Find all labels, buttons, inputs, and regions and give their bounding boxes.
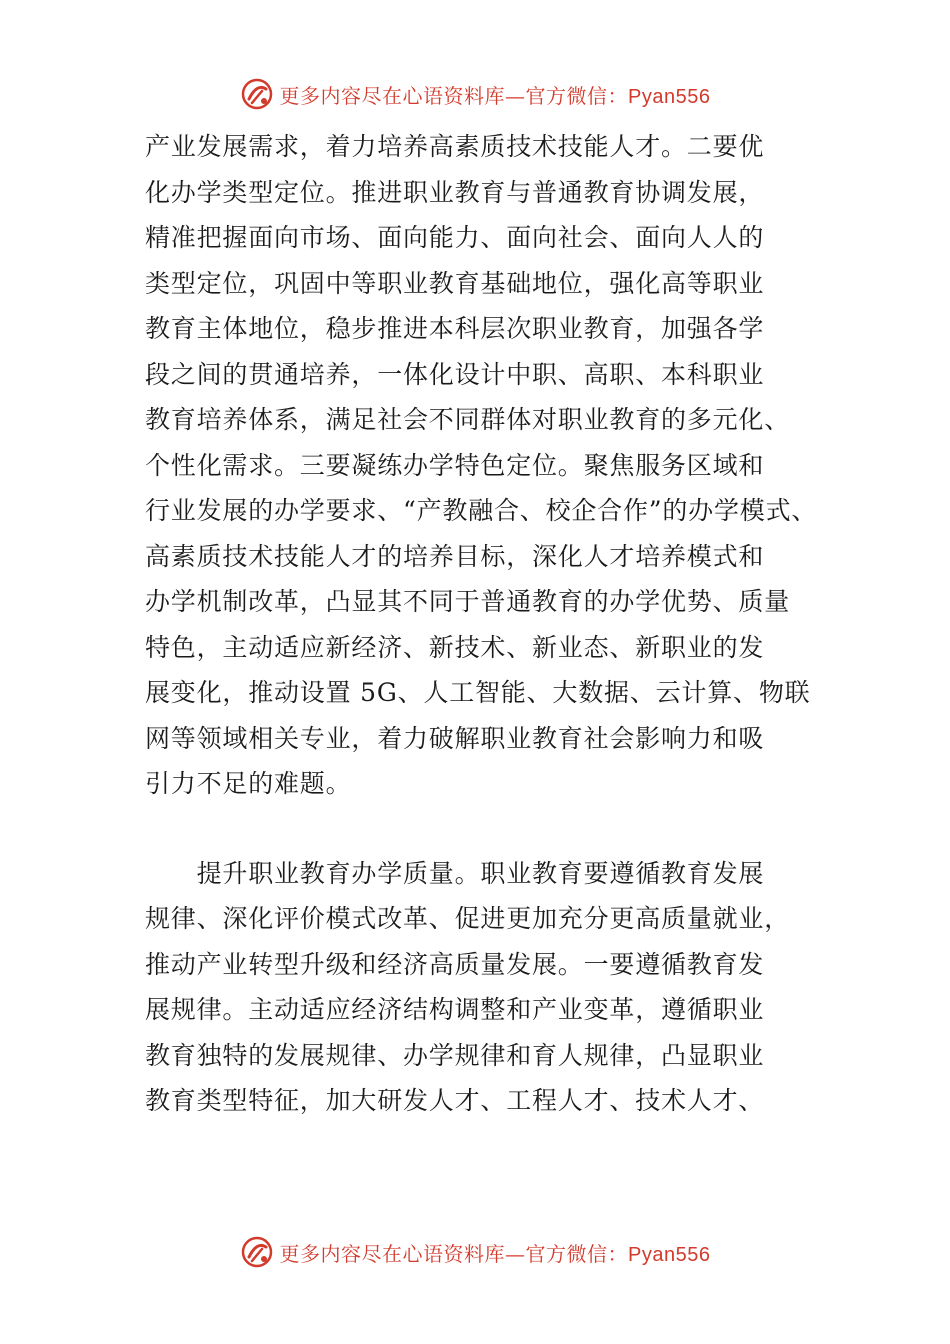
seal-logo-icon bbox=[240, 1235, 274, 1269]
text-line: 特色，主动适应新经济、新技术、新业态、新职业的发 bbox=[145, 632, 765, 662]
paragraph-2 bbox=[145, 851, 865, 1124]
text-line: 段之间的贯通培养，一体化设计中职、高职、本科职业 bbox=[145, 359, 765, 389]
text-line: 教育独特的发展规律、办学规律和育人规律，凸显职业 bbox=[145, 1040, 765, 1070]
text-line: 高素质技术技能人才的培养目标，深化人才培养模式和 bbox=[145, 541, 765, 571]
text-line: 教育类型特征，加大研发人才、工程人才、技术人才、 bbox=[145, 1086, 765, 1115]
text-line: 引力不足的难题。 bbox=[145, 769, 352, 798]
footer-banner-text: 更多内容尽在心语资料库—官方微信：Pyan556 bbox=[279, 1241, 711, 1266]
header-banner bbox=[0, 74, 950, 114]
footer-banner bbox=[0, 1232, 950, 1272]
text-line: 办学机制改革，凸显其不同于普通教育的办学优势、质量 bbox=[145, 587, 791, 616]
text-line: 展规律。主动适应经济结构调整和产业变革，遵循职业 bbox=[145, 995, 765, 1024]
text-line: 展变化，推动设置 5G、人工智能、大数据、云计算、物联 bbox=[145, 678, 811, 707]
text-line: 规律、深化评价模式改革、促进更加充分更高质量就业， bbox=[145, 904, 791, 933]
document-body bbox=[145, 124, 865, 1124]
text-line: 网等领域相关专业，着力破解职业教育社会影响力和吸 bbox=[145, 723, 765, 753]
text-line: 个性化需求。三要凝练办学特色定位。聚焦服务区域和 bbox=[145, 450, 765, 480]
footer-wechat-id: Pyan556 bbox=[628, 1243, 711, 1266]
paragraph-1 bbox=[145, 124, 865, 807]
text-line: 精准把握面向市场、面向能力、面向社会、面向人人的 bbox=[145, 223, 765, 252]
text-line: 产业发展需求，着力培养高素质技术技能人才。二要优 bbox=[145, 132, 765, 161]
text-line: 化办学类型定位。推进职业教育与普通教育协调发展， bbox=[145, 177, 765, 207]
header-wechat-id: Pyan556 bbox=[628, 85, 711, 108]
text-line: 提升职业教育办学质量。职业教育要遵循教育发展 bbox=[145, 858, 765, 888]
text-line: 行业发展的办学要求、“产教融合、校企合作”的办学模式、 bbox=[145, 496, 818, 525]
seal-logo-icon bbox=[240, 77, 274, 111]
text-line: 教育培养体系，满足社会不同群体对职业教育的多元化、 bbox=[145, 405, 791, 434]
text-line: 类型定位，巩固中等职业教育基础地位，强化高等职业 bbox=[145, 268, 765, 298]
text-line: 推动产业转型升级和经济高质量发展。一要遵循教育发 bbox=[145, 949, 765, 979]
header-banner-text: 更多内容尽在心语资料库—官方微信：Pyan556 bbox=[279, 83, 711, 108]
text-line: 教育主体地位，稳步推进本科层次职业教育，加强各学 bbox=[145, 314, 765, 343]
